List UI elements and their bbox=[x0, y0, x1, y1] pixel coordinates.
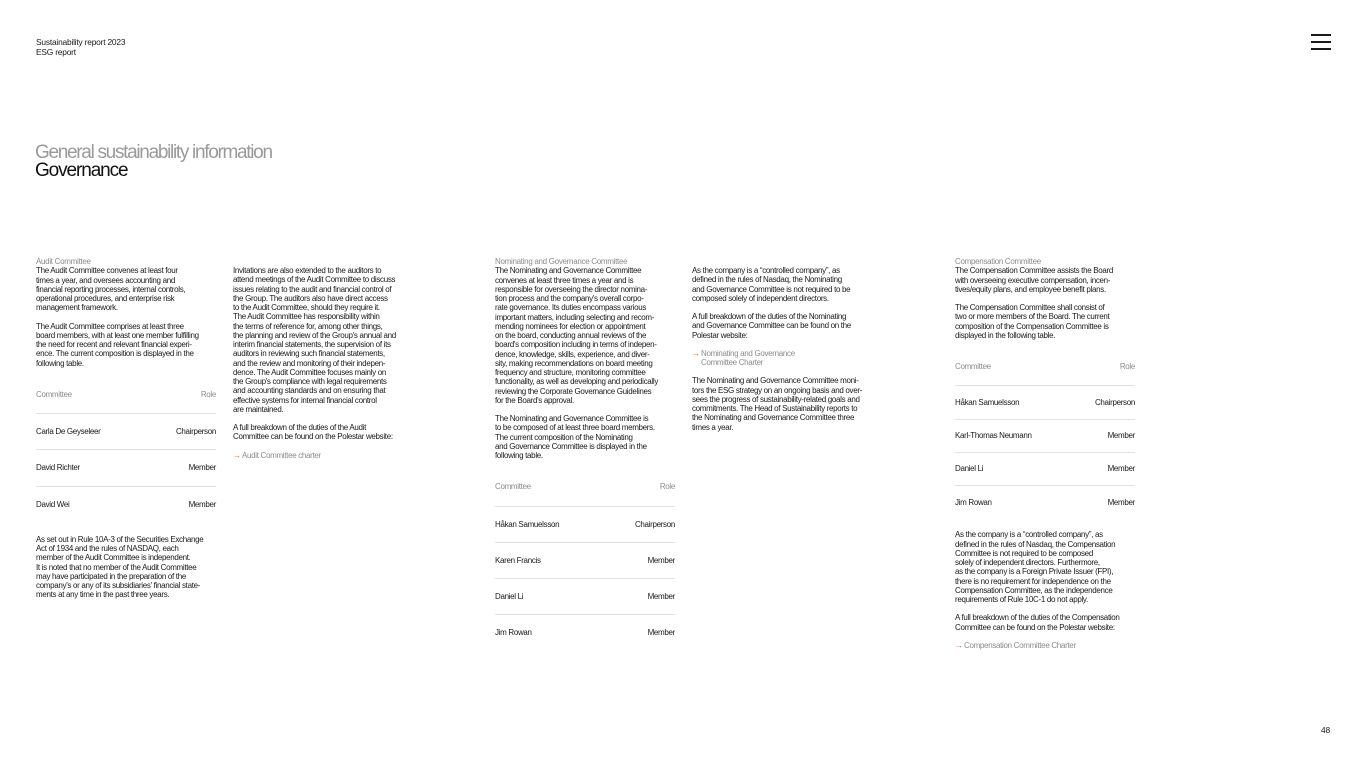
audit-paragraph-5: A full breakdown of the duties of the Audit Committee can be found on the Polestar website: bbox=[233, 423, 393, 442]
nominating-paragraph-3: As the company is a “controlled company”, as defined in the rules of Nasdaq, the Nominating and Governance Committee is not required to be composed solely of independent directors. bbox=[692, 266, 851, 303]
member-role: Member bbox=[188, 499, 216, 509]
member-role: Member bbox=[1107, 497, 1135, 507]
audit-paragraph-2: The Audit Committee comprises at least three board members, with at least one member fulfilling the need for recent and relevant financial experi- ence. The current composition is displayed in the following table. bbox=[36, 321, 199, 368]
table-header bbox=[495, 482, 675, 506]
audit-committee-table bbox=[36, 390, 216, 522]
table-row bbox=[955, 486, 1135, 518]
page-number: 48 bbox=[1321, 725, 1330, 735]
member-role: Member bbox=[1107, 431, 1135, 440]
audit-charter-link[interactable] bbox=[233, 451, 418, 460]
report-header bbox=[36, 37, 125, 57]
compensation-paragraph-2: The Compensation Committee shall consist of two or more members of the Board. The current composition of the Compensation Committee is displayed in the following table. bbox=[955, 303, 1110, 340]
nominating-paragraph-4: A full breakdown of the duties of the Nominating and Governance Committee can be found on the Polestar website: bbox=[692, 312, 851, 340]
member-role: Member bbox=[647, 628, 675, 638]
nominating-paragraph-2: The Nominating and Governance Committee is to be composed of at least three board members. The current composition of the Nominating and Governance Committee is displayed in the following table. bbox=[495, 414, 655, 460]
hamburger-menu-icon[interactable] bbox=[1311, 34, 1331, 49]
member-name: Karen Francis bbox=[495, 555, 541, 565]
compensation-committee-table bbox=[955, 362, 1135, 518]
member-role: Member bbox=[647, 592, 675, 601]
table-row bbox=[36, 487, 216, 522]
arrow-right-icon: → bbox=[692, 348, 700, 358]
member-name: Carla De Geyseleer bbox=[36, 427, 101, 436]
member-role: Chairperson bbox=[634, 519, 675, 529]
table-row bbox=[36, 414, 216, 450]
member-name: Karl-Thomas Neumann bbox=[955, 431, 1032, 440]
member-name: Håkan Samuelsson bbox=[955, 397, 1020, 407]
column-header-committee: Committee bbox=[495, 482, 531, 492]
audit-committee-label: Audit Committee bbox=[36, 257, 91, 266]
audit-committee-column bbox=[36, 257, 216, 600]
compensation-committee-column bbox=[955, 257, 1135, 650]
arrow-right-icon: → bbox=[233, 450, 241, 460]
table-row bbox=[495, 507, 675, 543]
member-name: Håkan Samuelsson bbox=[495, 519, 560, 529]
compensation-charter-link-text: Compensation Committee Charter bbox=[964, 640, 1076, 650]
report-subtitle: ESG report bbox=[36, 47, 76, 57]
table-row bbox=[495, 579, 675, 615]
nominating-charter-link[interactable] bbox=[692, 349, 877, 368]
member-name: Daniel Li bbox=[495, 592, 524, 601]
table-row bbox=[955, 420, 1135, 453]
page-title: Governance bbox=[35, 160, 128, 181]
audit-paragraph-3: As set out in Rule 10A-3 of the Securities Exchange Act of 1934 and the rules of NASDAQ, each member of the Audit Committee is independent. It is noted that no member of the Audit Committee may have participated in the preparation of the company's or any of its subsidiaries' financial state- ments at any time in the past three years. bbox=[36, 534, 204, 600]
table-row bbox=[955, 386, 1135, 419]
member-name: Daniel Li bbox=[955, 464, 984, 474]
arrow-right-icon: → bbox=[955, 640, 963, 650]
audit-paragraph-1: The Audit Committee convenes at least four times a year, and oversees accounting and financial reporting processes, internal controls, operational procedures, and enterprise risk management framework. bbox=[36, 266, 186, 313]
compensation-paragraph-1: The Compensation Committee assists the Board with overseeing executive compensation, incen- tives/equity plans, and employee benefit plans. bbox=[955, 266, 1113, 294]
column-header-role: Role bbox=[1119, 362, 1135, 371]
member-role: Chairperson bbox=[175, 427, 216, 436]
nominating-paragraph-1: The Nominating and Governance Committee convenes at least three times a year and is responsible for overseeing the director nomina- tion process and the company's overall corpo- rate governance. Its duties encompass various important matters, including selecting and recom- mending nominees for election or appointment on the board, conducting annual reviews of the board's composition including in terms of indepen- dence, knowledge, skills, experience, and diver- sity, making recommendations on board meeting frequency and structure, monitoring committee functionality, as well as developing and periodically reviewing the Corporate Governance Guidelines for the Board's approval. bbox=[495, 266, 658, 405]
column-header-committee: Committee bbox=[36, 389, 72, 399]
nominating-committee-table bbox=[495, 482, 675, 650]
nominating-continued-column bbox=[692, 266, 877, 432]
table-row bbox=[36, 450, 216, 486]
audit-charter-link-text: Audit Committee charter bbox=[242, 450, 321, 460]
member-role: Chairperson bbox=[1094, 397, 1135, 407]
member-name: Jim Rowan bbox=[495, 628, 532, 638]
member-role: Member bbox=[1107, 464, 1135, 474]
table-header bbox=[36, 390, 216, 414]
member-role: Member bbox=[188, 463, 216, 473]
member-role: Member bbox=[647, 555, 675, 565]
table-row bbox=[495, 615, 675, 650]
compensation-paragraph-4: A full breakdown of the duties of the Compensation Committee can be found on the Polestar website: bbox=[955, 613, 1120, 632]
nominating-paragraph-5: The Nominating and Governance Committee moni- tors the ESG strategy on an ongoing basis and over- sees the progress of sustainability-related goals and commitments. The Head of Sustainability reports to the Nominating and Governance Committee three times a year. bbox=[692, 376, 863, 432]
compensation-committee-label: Compensation Committee bbox=[955, 257, 1041, 266]
nominating-committee-label: Nominating and Governance Committee bbox=[495, 257, 628, 266]
audit-continued-column bbox=[233, 266, 418, 460]
member-name: Jim Rowan bbox=[955, 497, 992, 507]
nominating-charter-link-text: Nominating and Governance Committee Charter bbox=[701, 348, 795, 367]
table-header bbox=[955, 362, 1135, 386]
column-header-committee: Committee bbox=[955, 362, 991, 371]
nominating-committee-column bbox=[495, 257, 675, 651]
table-row bbox=[495, 543, 675, 579]
member-name: David Wei bbox=[36, 499, 70, 509]
table-row bbox=[955, 453, 1135, 486]
section-category: General sustainability information bbox=[35, 142, 272, 163]
audit-paragraph-4: Invitations are also extended to the auditors to attend meetings of the Audit Committee to discuss issues relating to the audit and financial control of the Group. The auditors also have direct access to the Audit Committee, should they require it. The Audit Committee has responsibility within the terms of reference for, among other things, the planning and review of the Group's annual and interim financial statements, the supervision of its auditors in reviewing such financial statements, and the review and monitoring of their indepen- dence. The Audit Committee focuses mainly on the Group's compliance with legal requirements and accounting standards and on ensuring that effective systems for internal financial control are maintained. bbox=[233, 266, 396, 414]
column-header-role: Role bbox=[659, 482, 675, 492]
compensation-charter-link[interactable] bbox=[955, 641, 1135, 650]
report-title: Sustainability report 2023 bbox=[36, 37, 126, 47]
column-header-role: Role bbox=[200, 389, 216, 399]
compensation-paragraph-3: As the company is a “controlled company”, as defined in the rules of Nasdaq, the Compensation Committee is not required to be composed solely of independent directors. Furthermore, as the company is a Foreign Private Issuer (FPI), there is no requirement for independence on the Compensation Committee, as the independence requirements of Rule 10C-1 do not apply. bbox=[955, 530, 1116, 604]
member-name: David Richter bbox=[36, 463, 80, 473]
